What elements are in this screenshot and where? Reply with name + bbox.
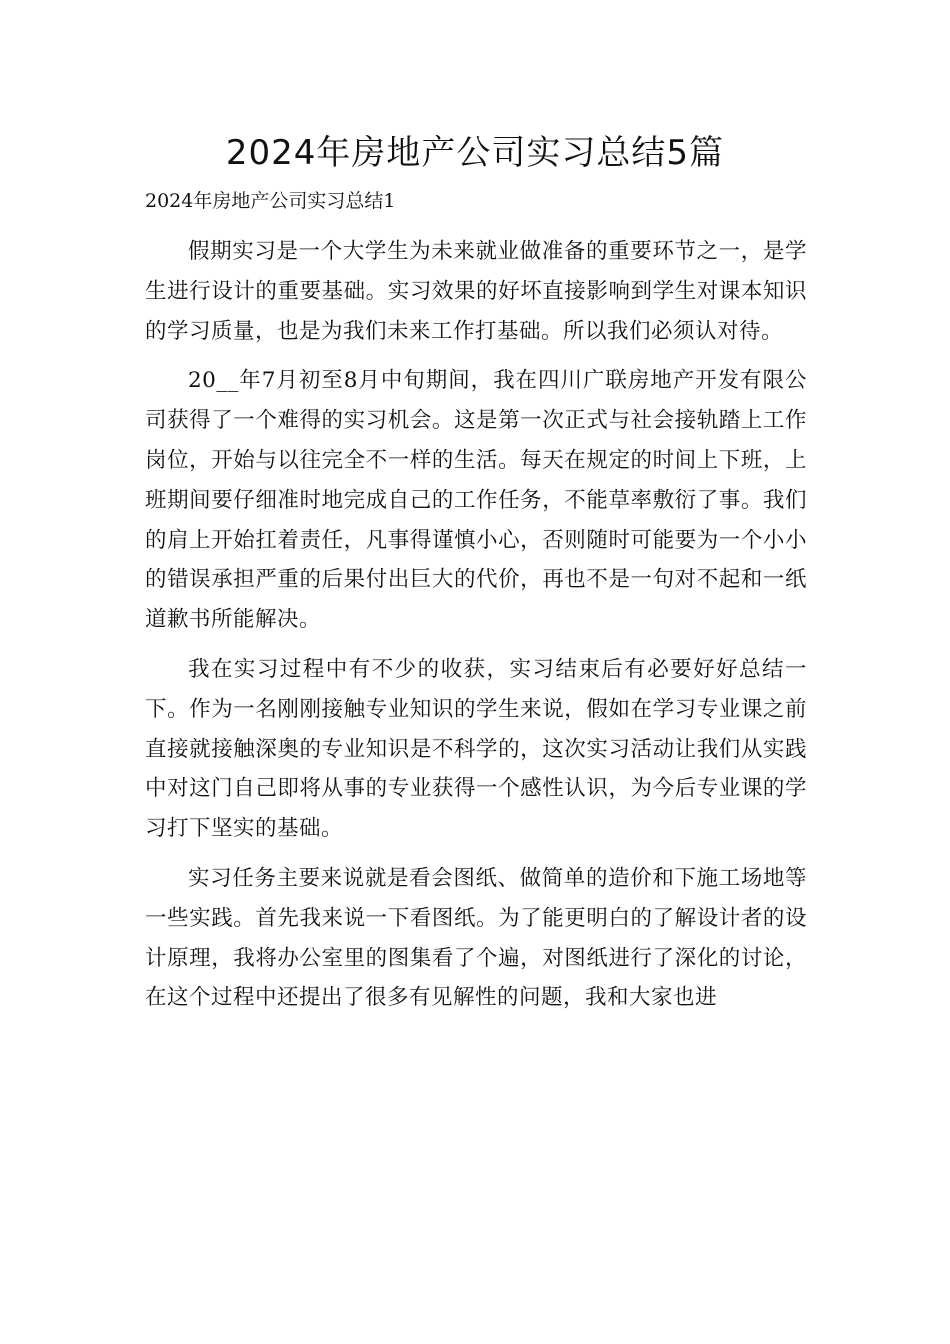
document-body [145, 232, 807, 1018]
paragraph: 实习任务主要来说就是看会图纸、做简单的造价和下施工场地等一些实践。首先我来说一下看图纸。为了能更明白的了解设计者的设计原理，我将办公室里的图集看了个遍，对图纸进行了深化的讨论，在这个过程中还提出了很多有见解性的问题，我和大家也进 [145, 865, 807, 1011]
paragraph: 20__年7月初至8月中旬期间，我在四川广联房地产开发有限公司获得了一个难得的实习机会。这是第一次正式与社会接轨踏上工作岗位，开始与以往完全不一样的生活。每天在规定的时间上下班，上班期间要仔细准时地完成自己的工作任务，不能草率敷衍了事。我们的肩上开始扛着责任，凡事得谨慎小心，否则随时可能要为一个小小的错误承担严重的后果付出巨大的代价，再也不是一句对不起和一纸道歉书所能解决。 [145, 368, 807, 633]
section-heading: 2024年房地产公司实习总结1 [145, 190, 396, 212]
paragraph: 我在实习过程中有不少的收获，实习结束后有必要好好总结一下。作为一名刚刚接触专业知识的学生来说，假如在学习专业课之前直接就接触深奥的专业知识是不科学的，这次实习活动让我们从实践中对这门自己即将从事的专业获得一个感性认识，为今后专业课的学习打下坚实的基础。 [145, 656, 807, 842]
paragraph: 假期实习是一个大学生为未来就业做准备的重要环节之一，是学生进行设计的重要基础。实习效果的好坏直接影响到学生对课本知识的学习质量，也是为我们未来工作打基础。所以我们必须认对待。 [145, 239, 807, 344]
document-title: 2024年房地产公司实习总结5篇 [225, 133, 725, 173]
